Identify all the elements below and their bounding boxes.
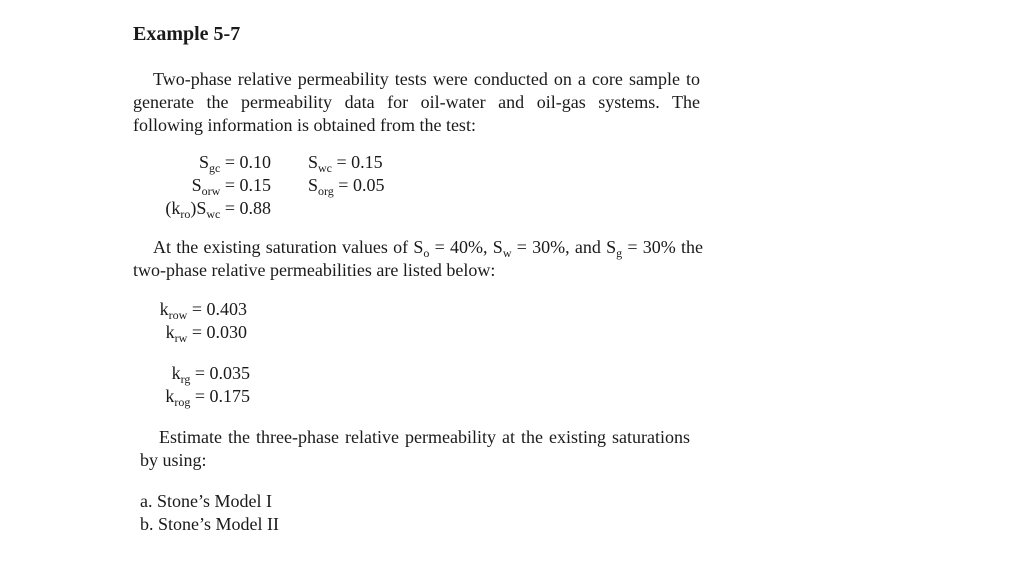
swc-equation: $S_{wc} = 0.15$ [308,152,383,175]
sorw-equation: $S_{orw} = 0.15$ [191,175,271,198]
krog-equation: $k_{rog} = 0.175$ [165,386,250,409]
kro-swc-equation: $(k_{ro})S_{wc} = 0.88$ [165,198,271,221]
krw-equation: $k_{rw} = 0.030$ [165,322,247,345]
model-options-list [140,490,279,536]
krg-equation: $k_{rg} = 0.035$ [171,363,250,386]
list-item: a. Stone’s Model I [140,491,272,511]
example-title: Example 5-7 [133,23,241,45]
krow-equation: $k_{row} = 0.403$ [159,299,247,322]
list-item: b. Stone’s Model II [140,514,279,534]
existing-saturation-paragraph: At the existing saturation values of $S_o = 40\%$, $S_w = 30\%$, and $S_g = 30\%$ the two-phase relative permeabilities are listed below: [133,237,703,280]
sgc-equation: $S_{gc} = 0.10$ [199,152,271,175]
sorg-equation: $S_{org} = 0.05$ [308,175,385,198]
intro-paragraph: Two-phase relative permeability tests were conducted on a core sample to generate the permeability data for oil-water and oil-gas systems. The following information is obtained from the test: [133,69,700,135]
task-paragraph: Estimate the three-phase relative permeability at the existing saturations by using: [140,427,690,470]
